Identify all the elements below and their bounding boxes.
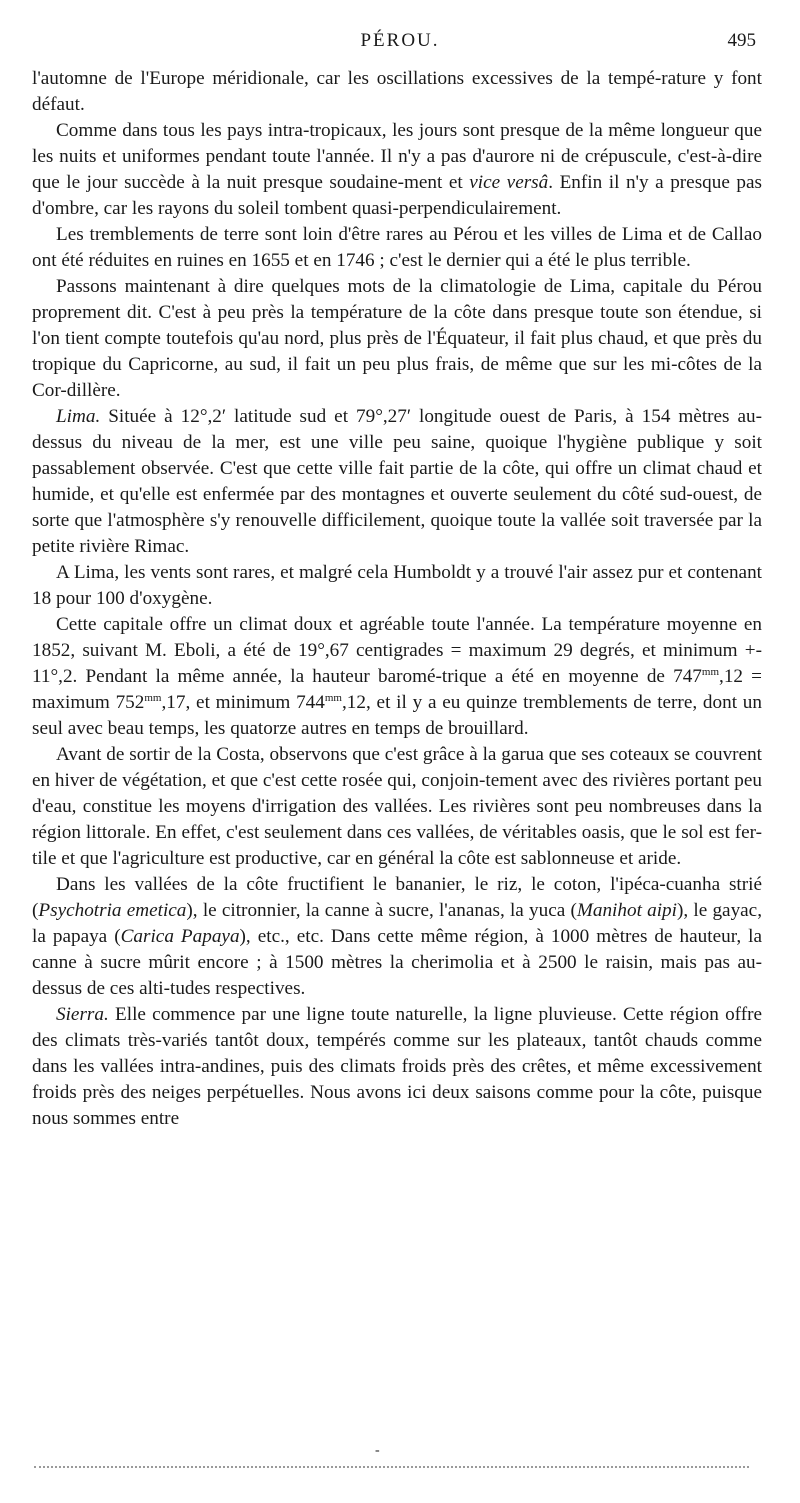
page-number: 495 <box>727 30 756 51</box>
italic-text: Sierra. <box>56 1004 109 1025</box>
paragraph <box>32 404 762 560</box>
footer-mark: - <box>375 1443 380 1458</box>
paragraph <box>32 560 762 612</box>
paragraph <box>32 1002 762 1132</box>
text-run: Comme dans tous les pays intra-tropicaux, les jours sont presque de la même longueur que les nuits et uniformes pendant toute l'année. Il n'y a pas d'aurore ni de crépuscule, c'est-à-dire que le jour succède à la nuit presque soudaine-ment et <box>32 120 762 193</box>
superscript-unit: mm <box>324 692 342 704</box>
running-header <box>0 30 800 60</box>
italic-text: Psychotria emetica <box>38 900 187 921</box>
text-run: ,17, et minimum 744 <box>161 692 325 713</box>
italic-text: Manihot aipi <box>576 900 677 921</box>
text-run: Dans les vallées de la côte fructifient le bananier, le riz, le coton, l'ipéca-cuanha strié ( <box>32 874 762 921</box>
text-run: ,12 = maximum 752 <box>32 666 762 713</box>
text-run: Elle commence par une ligne toute naturelle, la ligne pluvieuse. Cette région offre des climats très-variés tantôt doux, tempérés comme sur les plateaux, tantôt chauds comme dans les vallées intra-andines, puis des climats froids près des crêtes, et même excessivement froids près des neiges perpétuelles. Nous avons ici deux saisons comme pour la côte, puisque nous sommes entre <box>32 1004 762 1129</box>
paragraph <box>32 274 762 404</box>
text-run: . Enfin il n'y a presque pas d'ombre, car les rayons du soleil tombent quasi-perpendiculairement. <box>32 172 762 219</box>
text-run: Passons maintenant à dire quelques mots de la climatologie de Lima, capitale du Pérou proprement dit. C'est à peu près la température de la côte dans presque toute son étendue, si l'on tient compte toutefois qu'au nord, plus près de l'Équateur, il fait plus chaud, et que près du tropique du Capricorne, au sud, il fait un peu plus frais, de même que sur les mi-côtes de la Cor-dillère. <box>32 276 762 401</box>
italic-text: Carica Papaya <box>120 926 240 947</box>
body-text <box>32 66 762 1132</box>
text-run: Située à 12°,2′ latitude sud et 79°,27′ longitude ouest de Paris, à 154 mètres au-dessus du niveau de la mer, est une ville peu saine, quoique l'hygiène publique y soit passablement observée. C'est que cette ville fait partie de la côte, qui offre un climat chaud et humide, et qu'elle est enfermée par des montagnes et ouverte seulement du côté sud-ouest, de sorte que l'atmosphère s'y renouvelle difficilement, quoique toute la vallée soit traversée par la petite rivière Rimac. <box>32 406 762 557</box>
paragraph <box>32 612 762 742</box>
superscript-unit: mm <box>701 666 720 678</box>
superscript-unit: mm <box>144 692 162 704</box>
paragraph <box>32 118 762 222</box>
text-run: ), le citronnier, la canne à sucre, l'ananas, la yuca ( <box>186 900 577 921</box>
running-title: PÉROU. <box>360 30 440 51</box>
text-run: Les tremblements de terre sont loin d'être rares au Pérou et les villes de Lima et de Callao ont été réduites en ruines en 1655 et en 1746 ; c'est le dernier qui a été le plus terrible. <box>32 224 762 271</box>
paragraph <box>32 872 762 1002</box>
italic-text: vice versâ <box>469 172 549 193</box>
text-run: ,12, et il y a eu quinze tremblements de terre, dont un seul avec beau temps, les quatorze autres en temps de brouillard. <box>32 692 762 739</box>
footer-rule <box>34 1466 749 1468</box>
paragraph <box>32 66 762 118</box>
text-run: ), le gayac, la papaya ( <box>32 900 762 947</box>
italic-text: Lima. <box>56 406 101 427</box>
text-run: A Lima, les vents sont rares, et malgré cela Humboldt y a trouvé l'air assez pur et contenant 18 pour 100 d'oxygène. <box>32 562 762 609</box>
text-run: ), etc., etc. Dans cette même région, à 1000 mètres de hauteur, la canne à sucre mûrit encore ; à 1500 mètres la cherimolia et à 2500 le raisin, mais pas au-dessus de ces alti-tudes respectives. <box>32 926 762 999</box>
text-run: Cette capitale offre un climat doux et agréable toute l'année. La température moyenne en 1852, suivant M. Eboli, a été de 19°,67 centigrades = maximum 29 degrés, et minimum +- 11°,2. Pendant la même année, la hauteur baromé-trique a été en moyenne de 747 <box>32 614 762 687</box>
text-run: Avant de sortir de la Costa, observons que c'est grâce à la garua que ses coteaux se couvrent en hiver de végétation, et que c'est cette rosée qui, conjoin-tement avec des rivières portant peu d'eau, constitue les moyens d'irrigation des vallées. Les rivières sont peu nombreuses dans la région littorale. En effet, c'est seulement dans ces vallées, de véritables oasis, que le sol est fer-tile et que l'agriculture est productive, car en général la côte est sablonneuse et aride. <box>32 744 762 869</box>
text-run: l'automne de l'Europe méridionale, car les oscillations excessives de la tempé-rature y font défaut. <box>32 68 762 115</box>
paragraph <box>32 222 762 274</box>
paragraph <box>32 742 762 872</box>
